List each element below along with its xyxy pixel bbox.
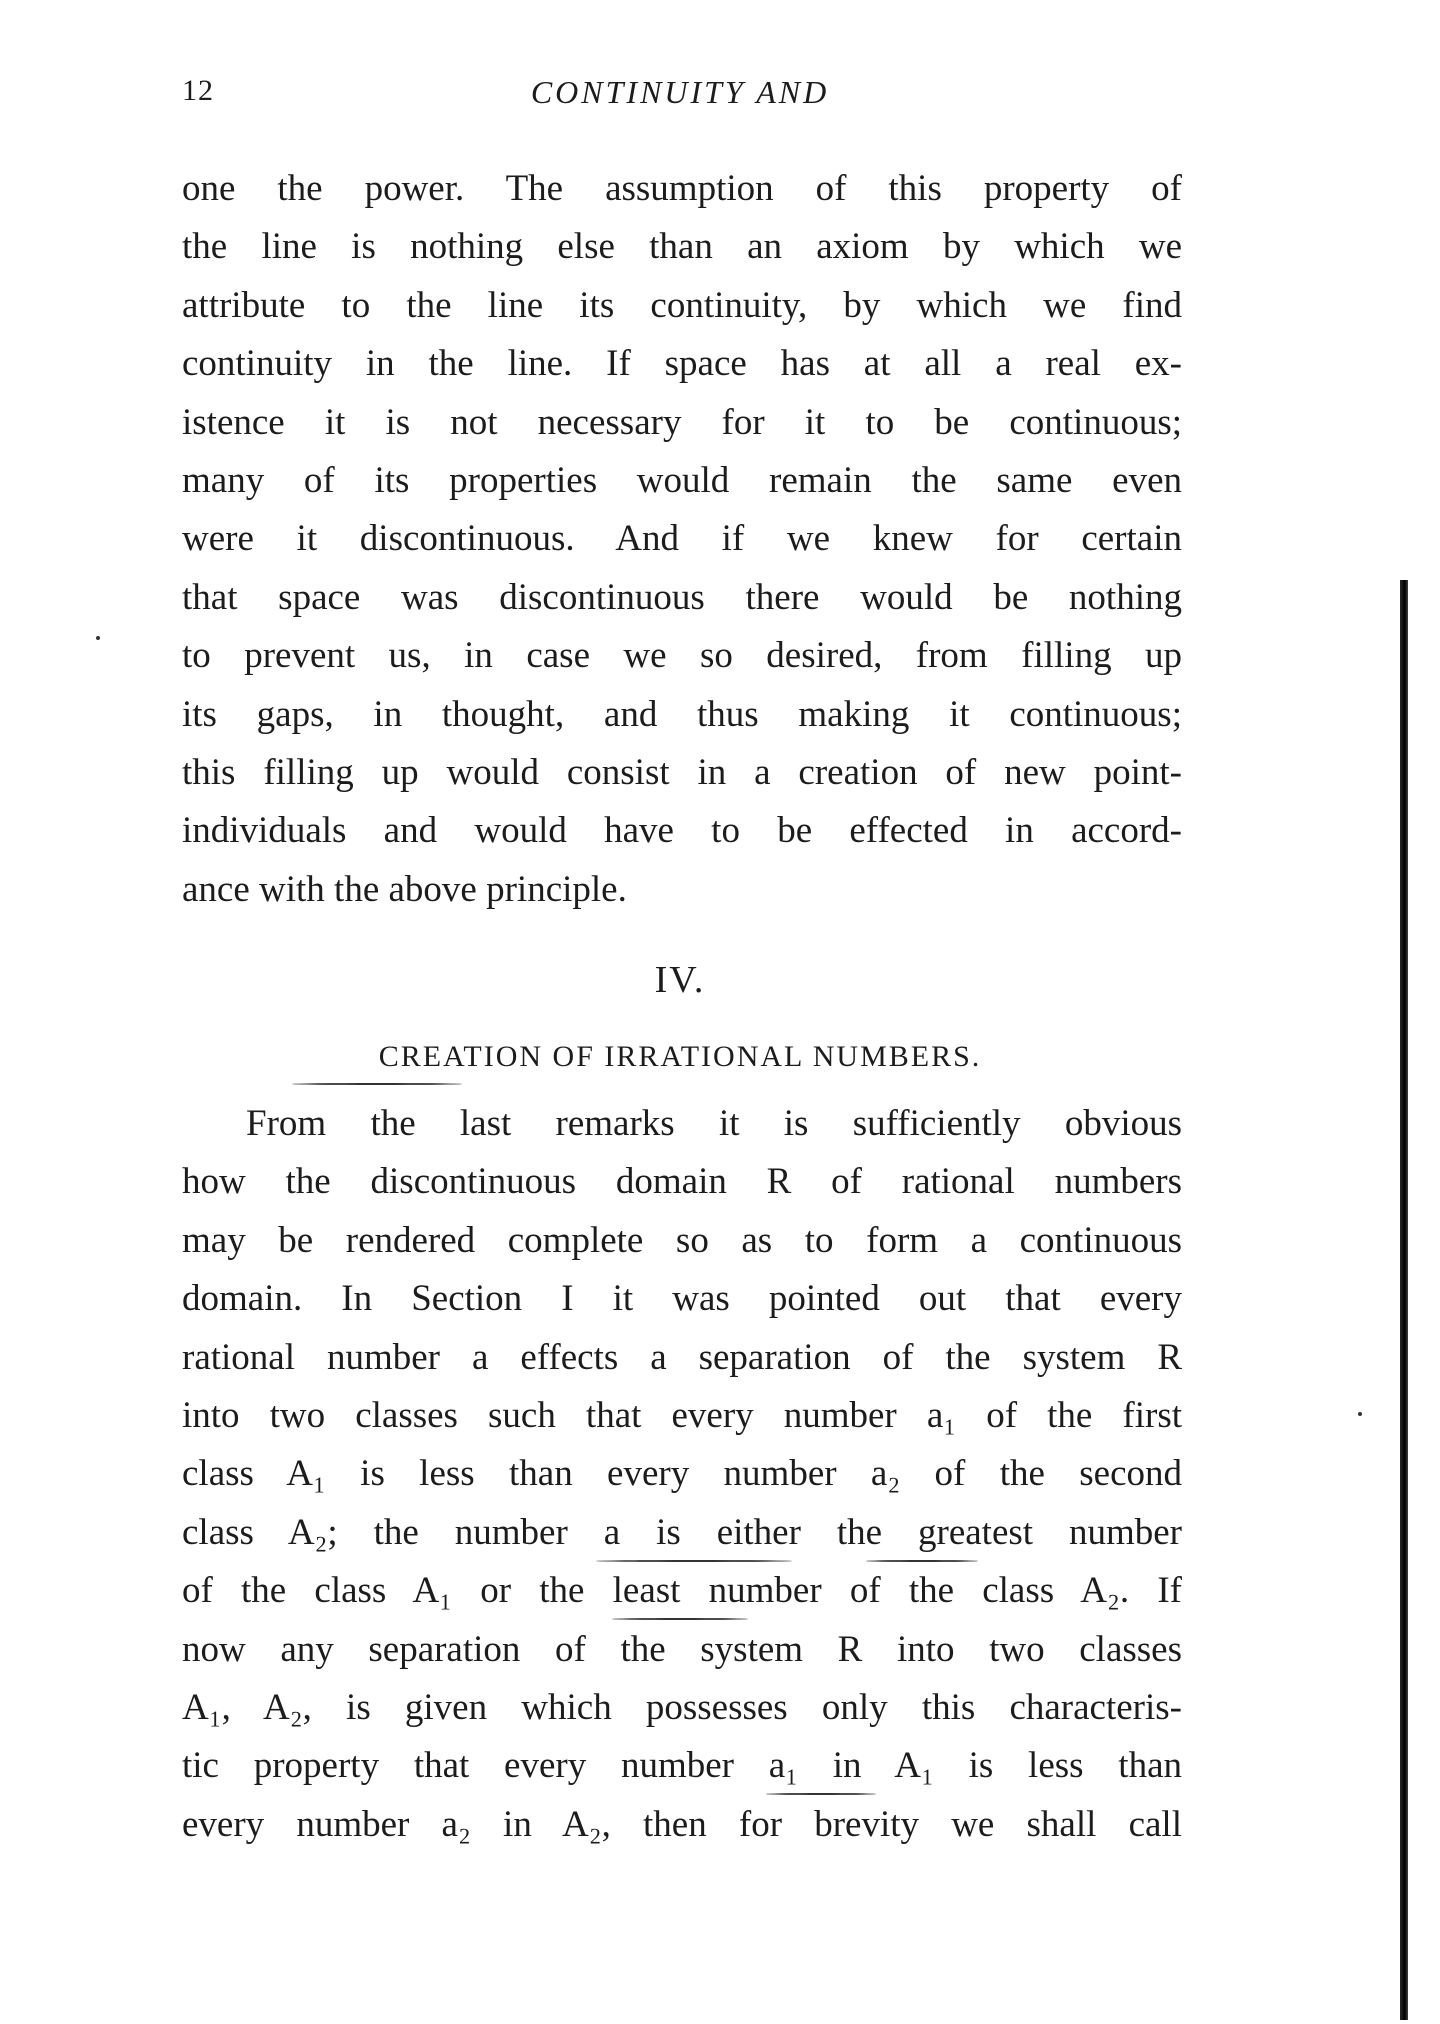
text-line: rational number a effects a separation of the system R [182,1336,1182,1378]
text-line: class A₁ is less than every number a₂ of the second [182,1453,1182,1495]
running-head: CONTINUITY AND [530,74,830,110]
text-line: istence it is not necessary for it to be continuous; [182,401,1182,443]
text-line: domain. In Section I it was pointed out that every [182,1278,1182,1320]
section-title: CREATION OF IRRATIONAL NUMBERS. [378,1040,982,1073]
text-line: this filling up would consist in a creation of new point- [182,751,1182,793]
text-line: tic property that every number a₁ in A₁ is less than [182,1745,1182,1787]
pencil-underline-mark [292,1083,462,1085]
text-line: ance with the above principle. [182,868,627,910]
text-line: one the power. The assumption of this property of [182,168,1182,209]
pencil-underline-mark [866,1560,978,1562]
section-number: IV. [654,959,706,1001]
text-line: the line is nothing else than an axiom by which we [182,226,1182,268]
text-line: now any separation of the system R into two classes [182,1628,1182,1670]
paragraph-continuity-axiom [182,160,1182,919]
page-number: 12 [182,74,214,107]
text-line: of the class A₁ or the least number of the class A₂. If [182,1570,1182,1612]
text-line: may be rendered complete so as to form a continuous [182,1219,1182,1261]
text-line: From the last remarks it is sufficiently obvious [246,1103,1182,1144]
text-line: into two classes such that every number a₁ of the first [182,1394,1182,1436]
text-line: class A₂; the number a is either the greatest number [182,1511,1182,1553]
text-line: were it discontinuous. And if we knew for certain [182,518,1182,560]
text-line: many of its properties would remain the same even [182,459,1182,501]
text-line: A₁, A₂, is given which possesses only this characteris- [182,1686,1182,1728]
paper-speck [96,636,100,640]
pencil-underline-mark [596,1560,792,1562]
paragraph-irrational-numbers [182,1095,1182,1854]
text-line: attribute to the line its continuity, by which we find [182,284,1182,326]
text-line: every number a₂ in A₂, then for brevity we shall call [182,1803,1182,1845]
text-line: continuity in the line. If space has at all a real ex- [182,343,1182,385]
text-line: its gaps, in thought, and thus making it continuous; [182,693,1182,735]
text-line: individuals and would have to be effected in accord- [182,810,1182,852]
paper-speck [1358,1412,1362,1416]
text-line: to prevent us, in case we so desired, from filling up [182,635,1182,677]
pencil-underline-mark [766,1793,876,1795]
text-line: that space was discontinuous there would be nothing [182,576,1182,618]
pencil-underline-mark [612,1618,748,1620]
text-line: how the discontinuous domain R of rational numbers [182,1161,1182,1203]
binding-shadow-edge [1400,580,1408,2020]
